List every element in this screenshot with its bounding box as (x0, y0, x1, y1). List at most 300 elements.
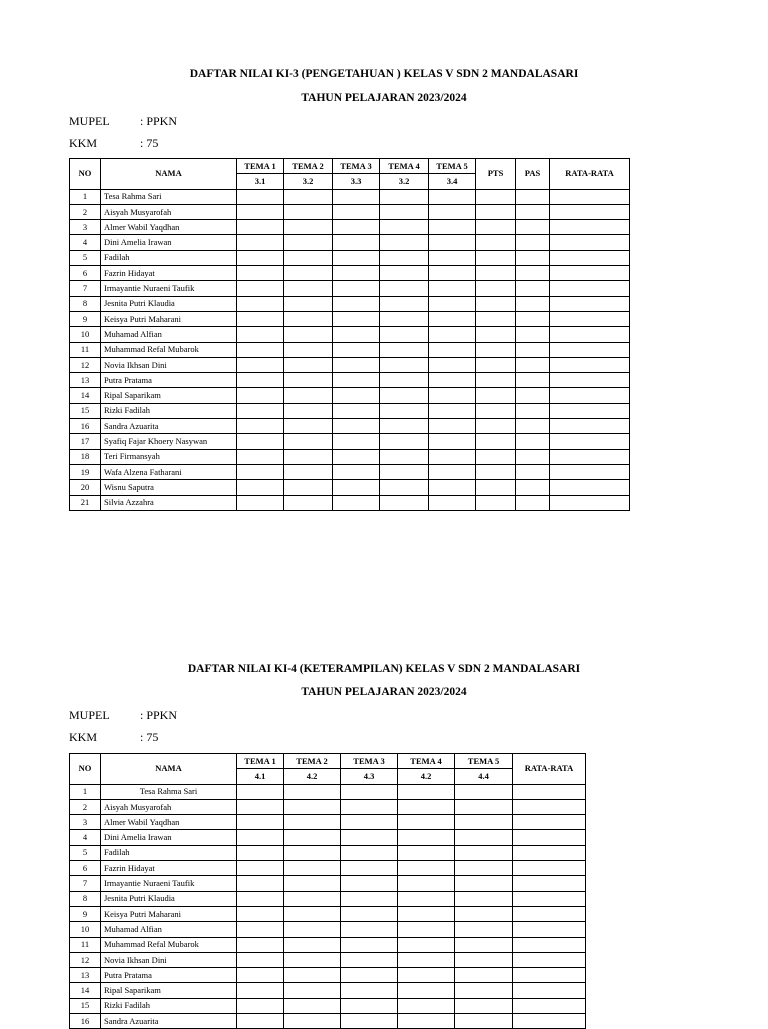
grade-cell[interactable] (284, 464, 333, 479)
grade-cell[interactable] (284, 891, 341, 906)
row-number: 15 (70, 998, 101, 1013)
grade-cell[interactable] (237, 373, 284, 388)
grade-cell[interactable] (455, 830, 513, 845)
grade-cell[interactable] (333, 327, 380, 342)
grade-cell[interactable] (476, 189, 516, 204)
grade-cell[interactable] (284, 952, 341, 967)
student-name: Dini Amelia Irawan (101, 830, 237, 845)
grade-cell[interactable] (341, 952, 398, 967)
grade-cell[interactable] (237, 1014, 284, 1029)
grade-cell[interactable] (237, 296, 284, 311)
grade-cell[interactable] (284, 998, 341, 1013)
grade-cell[interactable] (550, 373, 630, 388)
grade-cell[interactable] (429, 434, 476, 449)
grade-cell[interactable] (380, 373, 429, 388)
grade-cell[interactable] (429, 220, 476, 235)
grade-cell[interactable] (237, 480, 284, 495)
grade-cell[interactable] (333, 480, 380, 495)
grade-cell[interactable] (476, 403, 516, 418)
grade-cell[interactable] (476, 281, 516, 296)
grade-cell[interactable] (333, 220, 380, 235)
grade-cell[interactable] (284, 388, 333, 403)
grade-cell[interactable] (476, 342, 516, 357)
student-name: Fazrin Hidayat (101, 861, 237, 876)
grade-cell[interactable] (341, 891, 398, 906)
grade-cell[interactable] (341, 815, 398, 830)
grade-cell[interactable] (380, 449, 429, 464)
grade-cell[interactable] (284, 434, 333, 449)
grade-cell[interactable] (284, 1014, 341, 1029)
grade-cell[interactable] (380, 357, 429, 372)
grade-cell[interactable] (516, 388, 550, 403)
grade-cell[interactable] (476, 449, 516, 464)
grade-cell[interactable] (398, 830, 455, 845)
grade-cell[interactable] (476, 373, 516, 388)
table-row (70, 464, 630, 479)
grade-cell[interactable] (513, 937, 586, 952)
grade-cell[interactable] (380, 250, 429, 265)
grade-cell[interactable] (237, 204, 284, 219)
grade-cell[interactable] (429, 266, 476, 281)
grade-cell[interactable] (455, 952, 513, 967)
grade-cell[interactable] (284, 357, 333, 372)
grade-cell[interactable] (429, 357, 476, 372)
grade-cell[interactable] (237, 281, 284, 296)
grade-cell[interactable] (513, 784, 586, 799)
grade-cell[interactable] (429, 373, 476, 388)
grade-cell[interactable] (284, 983, 341, 998)
grade-cell[interactable] (284, 342, 333, 357)
grade-cell[interactable] (284, 815, 341, 830)
grade-cell[interactable] (550, 266, 630, 281)
grade-cell[interactable] (237, 434, 284, 449)
grade-cell[interactable] (284, 220, 333, 235)
student-name: Putra Pratama (101, 373, 237, 388)
grade-cell[interactable] (455, 998, 513, 1013)
grade-cell[interactable] (550, 480, 630, 495)
grade-cell[interactable] (516, 189, 550, 204)
grade-cell[interactable] (476, 204, 516, 219)
grade-cell[interactable] (513, 845, 586, 860)
grade-cell[interactable] (429, 235, 476, 250)
grade-cell[interactable] (429, 311, 476, 326)
grade-cell[interactable] (550, 449, 630, 464)
grade-cell[interactable] (513, 983, 586, 998)
grade-cell[interactable] (284, 845, 341, 860)
row-number: 14 (70, 388, 101, 403)
grade-cell[interactable] (476, 419, 516, 434)
grade-cell[interactable] (341, 845, 398, 860)
grade-cell[interactable] (237, 327, 284, 342)
grade-cell[interactable] (398, 799, 455, 814)
grade-cell[interactable] (284, 311, 333, 326)
grade-cell[interactable] (513, 998, 586, 1013)
grade-cell[interactable] (341, 968, 398, 983)
grade-cell[interactable] (455, 845, 513, 860)
table-row (70, 891, 586, 906)
grade-cell[interactable] (284, 204, 333, 219)
grade-cell[interactable] (333, 281, 380, 296)
table-row (70, 220, 630, 235)
mupel-label: MUPEL (69, 114, 110, 128)
grade-cell[interactable] (284, 373, 333, 388)
grade-cell[interactable] (398, 906, 455, 921)
student-name: Keisya Putri Maharani (101, 906, 237, 921)
grade-cell[interactable] (333, 204, 380, 219)
grade-cell[interactable] (333, 296, 380, 311)
grade-cell[interactable] (284, 830, 341, 845)
grade-cell[interactable] (284, 296, 333, 311)
grade-cell[interactable] (284, 876, 341, 891)
row-number: 13 (70, 968, 101, 983)
grade-cell[interactable] (380, 419, 429, 434)
grade-cell[interactable] (237, 983, 284, 998)
grade-cell[interactable] (333, 357, 380, 372)
grade-cell[interactable] (237, 189, 284, 204)
grade-cell[interactable] (284, 861, 341, 876)
grade-cell[interactable] (333, 250, 380, 265)
grade-cell[interactable] (284, 449, 333, 464)
grade-cell[interactable] (380, 281, 429, 296)
grade-cell[interactable] (380, 235, 429, 250)
grade-cell[interactable] (333, 342, 380, 357)
grade-cell[interactable] (513, 906, 586, 921)
grade-cell[interactable] (341, 861, 398, 876)
grade-cell[interactable] (237, 891, 284, 906)
grade-cell[interactable] (333, 189, 380, 204)
grade-cell[interactable] (513, 815, 586, 830)
grade-cell[interactable] (550, 464, 630, 479)
grade-cell[interactable] (333, 419, 380, 434)
grade-cell[interactable] (476, 311, 516, 326)
grade-cell[interactable] (513, 830, 586, 845)
grade-cell[interactable] (380, 311, 429, 326)
grade-cell[interactable] (398, 1014, 455, 1029)
grade-cell[interactable] (476, 464, 516, 479)
grade-cell[interactable] (455, 799, 513, 814)
grade-cell[interactable] (550, 189, 630, 204)
grade-cell[interactable] (398, 952, 455, 967)
grade-cell[interactable] (516, 281, 550, 296)
grade-cell[interactable] (284, 250, 333, 265)
grade-cell[interactable] (516, 204, 550, 219)
grade-cell[interactable] (550, 204, 630, 219)
grade-cell[interactable] (476, 235, 516, 250)
grade-cell[interactable] (429, 464, 476, 479)
grade-cell[interactable] (516, 296, 550, 311)
grade-cell[interactable] (284, 937, 341, 952)
grade-cell[interactable] (341, 799, 398, 814)
grade-cell[interactable] (476, 495, 516, 510)
grade-cell[interactable] (237, 311, 284, 326)
grade-cell[interactable] (333, 449, 380, 464)
grade-cell[interactable] (398, 922, 455, 937)
grade-cell[interactable] (398, 815, 455, 830)
grade-cell[interactable] (429, 296, 476, 311)
grade-cell[interactable] (476, 327, 516, 342)
grade-cell[interactable] (429, 388, 476, 403)
grade-cell[interactable] (455, 861, 513, 876)
student-name: Sandra Azuarita (101, 419, 237, 434)
grade-cell[interactable] (398, 968, 455, 983)
grade-cell[interactable] (341, 983, 398, 998)
grade-cell[interactable] (455, 1014, 513, 1029)
grade-cell[interactable] (398, 891, 455, 906)
grade-cell[interactable] (516, 373, 550, 388)
grade-cell[interactable] (516, 327, 550, 342)
grade-cell[interactable] (429, 449, 476, 464)
grade-cell[interactable] (550, 250, 630, 265)
grade-cell[interactable] (237, 403, 284, 418)
grade-cell[interactable] (398, 845, 455, 860)
grade-cell[interactable] (516, 464, 550, 479)
grade-cell[interactable] (380, 266, 429, 281)
grade-cell[interactable] (237, 861, 284, 876)
grade-cell[interactable] (476, 357, 516, 372)
grade-cell[interactable] (516, 342, 550, 357)
grade-cell[interactable] (476, 250, 516, 265)
grade-cell[interactable] (455, 891, 513, 906)
grade-cell[interactable] (380, 327, 429, 342)
grade-cell[interactable] (237, 266, 284, 281)
grade-cell[interactable] (516, 250, 550, 265)
ki4-grade-table (69, 753, 586, 1029)
grade-cell[interactable] (333, 434, 380, 449)
grade-cell[interactable] (429, 342, 476, 357)
grade-cell[interactable] (429, 327, 476, 342)
grade-cell[interactable] (380, 204, 429, 219)
grade-cell[interactable] (550, 495, 630, 510)
grade-cell[interactable] (284, 799, 341, 814)
header-no: NO (70, 754, 101, 785)
grade-cell[interactable] (398, 876, 455, 891)
grade-cell[interactable] (429, 495, 476, 510)
student-name: Putra Pratama (101, 968, 237, 983)
grade-cell[interactable] (380, 220, 429, 235)
header-kd: 4.1 (237, 769, 284, 784)
grade-cell[interactable] (429, 250, 476, 265)
grade-cell[interactable] (237, 357, 284, 372)
grade-cell[interactable] (380, 388, 429, 403)
grade-cell[interactable] (237, 906, 284, 921)
mupel-value: : PPKN (140, 114, 178, 128)
grade-cell[interactable] (380, 464, 429, 479)
grade-cell[interactable] (237, 799, 284, 814)
grade-cell[interactable] (333, 495, 380, 510)
grade-cell[interactable] (237, 922, 284, 937)
table-row (70, 311, 630, 326)
grade-cell[interactable] (284, 419, 333, 434)
grade-cell[interactable] (237, 952, 284, 967)
table-row (70, 388, 630, 403)
table-row (70, 830, 586, 845)
grade-cell[interactable] (516, 311, 550, 326)
table-row (70, 204, 630, 219)
grade-cell[interactable] (429, 419, 476, 434)
row-number: 1 (70, 189, 101, 204)
ki3-title: DAFTAR NILAI KI-3 (PENGETAHUAN ) KELAS V SDN 2 MANDALASARI (189, 68, 579, 80)
grade-cell[interactable] (455, 784, 513, 799)
grade-cell[interactable] (429, 189, 476, 204)
grade-cell[interactable] (513, 861, 586, 876)
grade-cell[interactable] (455, 983, 513, 998)
grade-cell[interactable] (284, 922, 341, 937)
grade-cell[interactable] (380, 403, 429, 418)
grade-cell[interactable] (237, 449, 284, 464)
grade-cell[interactable] (333, 266, 380, 281)
grade-cell[interactable] (237, 830, 284, 845)
grade-cell[interactable] (237, 815, 284, 830)
grade-cell[interactable] (398, 983, 455, 998)
grade-cell[interactable] (516, 357, 550, 372)
grade-cell[interactable] (455, 937, 513, 952)
grade-cell[interactable] (237, 464, 284, 479)
grade-cell[interactable] (550, 388, 630, 403)
grade-cell[interactable] (550, 419, 630, 434)
grade-cell[interactable] (476, 480, 516, 495)
grade-cell[interactable] (237, 784, 284, 799)
grade-cell[interactable] (476, 388, 516, 403)
grade-cell[interactable] (476, 296, 516, 311)
grade-cell[interactable] (237, 876, 284, 891)
grade-cell[interactable] (516, 449, 550, 464)
row-number: 6 (70, 266, 101, 281)
student-name: Aisyah Musyarofah (101, 799, 237, 814)
grade-cell[interactable] (333, 311, 380, 326)
grade-cell[interactable] (455, 906, 513, 921)
header-kd: 4.4 (455, 769, 513, 784)
grade-cell[interactable] (513, 922, 586, 937)
grade-cell[interactable] (341, 922, 398, 937)
grade-cell[interactable] (516, 434, 550, 449)
grade-cell[interactable] (398, 861, 455, 876)
grade-cell[interactable] (341, 784, 398, 799)
grade-cell[interactable] (513, 1014, 586, 1029)
grade-cell[interactable] (237, 419, 284, 434)
grade-cell[interactable] (284, 784, 341, 799)
grade-cell[interactable] (429, 403, 476, 418)
grade-cell[interactable] (476, 434, 516, 449)
grade-cell[interactable] (237, 495, 284, 510)
grade-cell[interactable] (341, 937, 398, 952)
grade-cell[interactable] (550, 220, 630, 235)
grade-cell[interactable] (237, 998, 284, 1013)
grade-cell[interactable] (237, 235, 284, 250)
grade-cell[interactable] (380, 342, 429, 357)
grade-cell[interactable] (429, 480, 476, 495)
grade-cell[interactable] (429, 281, 476, 296)
grade-cell[interactable] (516, 495, 550, 510)
grade-cell[interactable] (284, 480, 333, 495)
ki3-kkm (69, 136, 158, 151)
grade-cell[interactable] (398, 937, 455, 952)
grade-cell[interactable] (550, 296, 630, 311)
grade-cell[interactable] (550, 327, 630, 342)
grade-cell[interactable] (455, 968, 513, 983)
grade-cell[interactable] (550, 235, 630, 250)
grade-cell[interactable] (513, 891, 586, 906)
grade-cell[interactable] (550, 342, 630, 357)
grade-cell[interactable] (237, 342, 284, 357)
grade-cell[interactable] (284, 281, 333, 296)
grade-cell[interactable] (284, 495, 333, 510)
grade-cell[interactable] (333, 373, 380, 388)
grade-cell[interactable] (341, 906, 398, 921)
table-row (70, 968, 586, 983)
grade-cell[interactable] (513, 799, 586, 814)
grade-cell[interactable] (455, 815, 513, 830)
grade-cell[interactable] (333, 235, 380, 250)
grade-cell[interactable] (284, 189, 333, 204)
table-row (70, 250, 630, 265)
table-row (70, 189, 630, 204)
grade-cell[interactable] (516, 220, 550, 235)
grade-cell[interactable] (550, 281, 630, 296)
grade-cell[interactable] (550, 434, 630, 449)
grade-cell[interactable] (237, 845, 284, 860)
grade-cell[interactable] (237, 968, 284, 983)
grade-cell[interactable] (398, 998, 455, 1013)
grade-cell[interactable] (429, 204, 476, 219)
row-number: 12 (70, 357, 101, 372)
grade-cell[interactable] (380, 434, 429, 449)
grade-cell[interactable] (513, 968, 586, 983)
grade-cell[interactable] (476, 220, 516, 235)
grade-cell[interactable] (333, 403, 380, 418)
grade-cell[interactable] (333, 388, 380, 403)
grade-cell[interactable] (341, 830, 398, 845)
grade-cell[interactable] (550, 311, 630, 326)
grade-cell[interactable] (550, 403, 630, 418)
grade-cell[interactable] (237, 937, 284, 952)
grade-cell[interactable] (284, 266, 333, 281)
grade-cell[interactable] (284, 403, 333, 418)
grade-cell[interactable] (476, 266, 516, 281)
grade-cell[interactable] (284, 235, 333, 250)
row-number: 11 (70, 937, 101, 952)
grade-cell[interactable] (237, 220, 284, 235)
grade-cell[interactable] (333, 464, 380, 479)
grade-cell[interactable] (516, 419, 550, 434)
grade-cell[interactable] (516, 403, 550, 418)
grade-cell[interactable] (284, 906, 341, 921)
grade-cell[interactable] (380, 296, 429, 311)
grade-cell[interactable] (550, 357, 630, 372)
grade-cell[interactable] (380, 480, 429, 495)
grade-cell[interactable] (513, 952, 586, 967)
grade-cell[interactable] (516, 266, 550, 281)
grade-cell[interactable] (341, 998, 398, 1013)
grade-cell[interactable] (513, 876, 586, 891)
grade-cell[interactable] (284, 327, 333, 342)
mupel-value: : PPKN (140, 708, 178, 722)
grade-cell[interactable] (380, 189, 429, 204)
header-tema: TEMA 2 (284, 159, 333, 174)
table-row (70, 266, 630, 281)
row-number: 16 (70, 1014, 101, 1029)
grade-cell[interactable] (455, 876, 513, 891)
grade-cell[interactable] (455, 922, 513, 937)
grade-cell[interactable] (284, 968, 341, 983)
grade-cell[interactable] (237, 250, 284, 265)
grade-cell[interactable] (380, 495, 429, 510)
grade-cell[interactable] (341, 1014, 398, 1029)
grade-cell[interactable] (516, 480, 550, 495)
grade-cell[interactable] (341, 876, 398, 891)
grade-cell[interactable] (398, 784, 455, 799)
grade-cell[interactable] (516, 235, 550, 250)
grade-cell[interactable] (237, 388, 284, 403)
